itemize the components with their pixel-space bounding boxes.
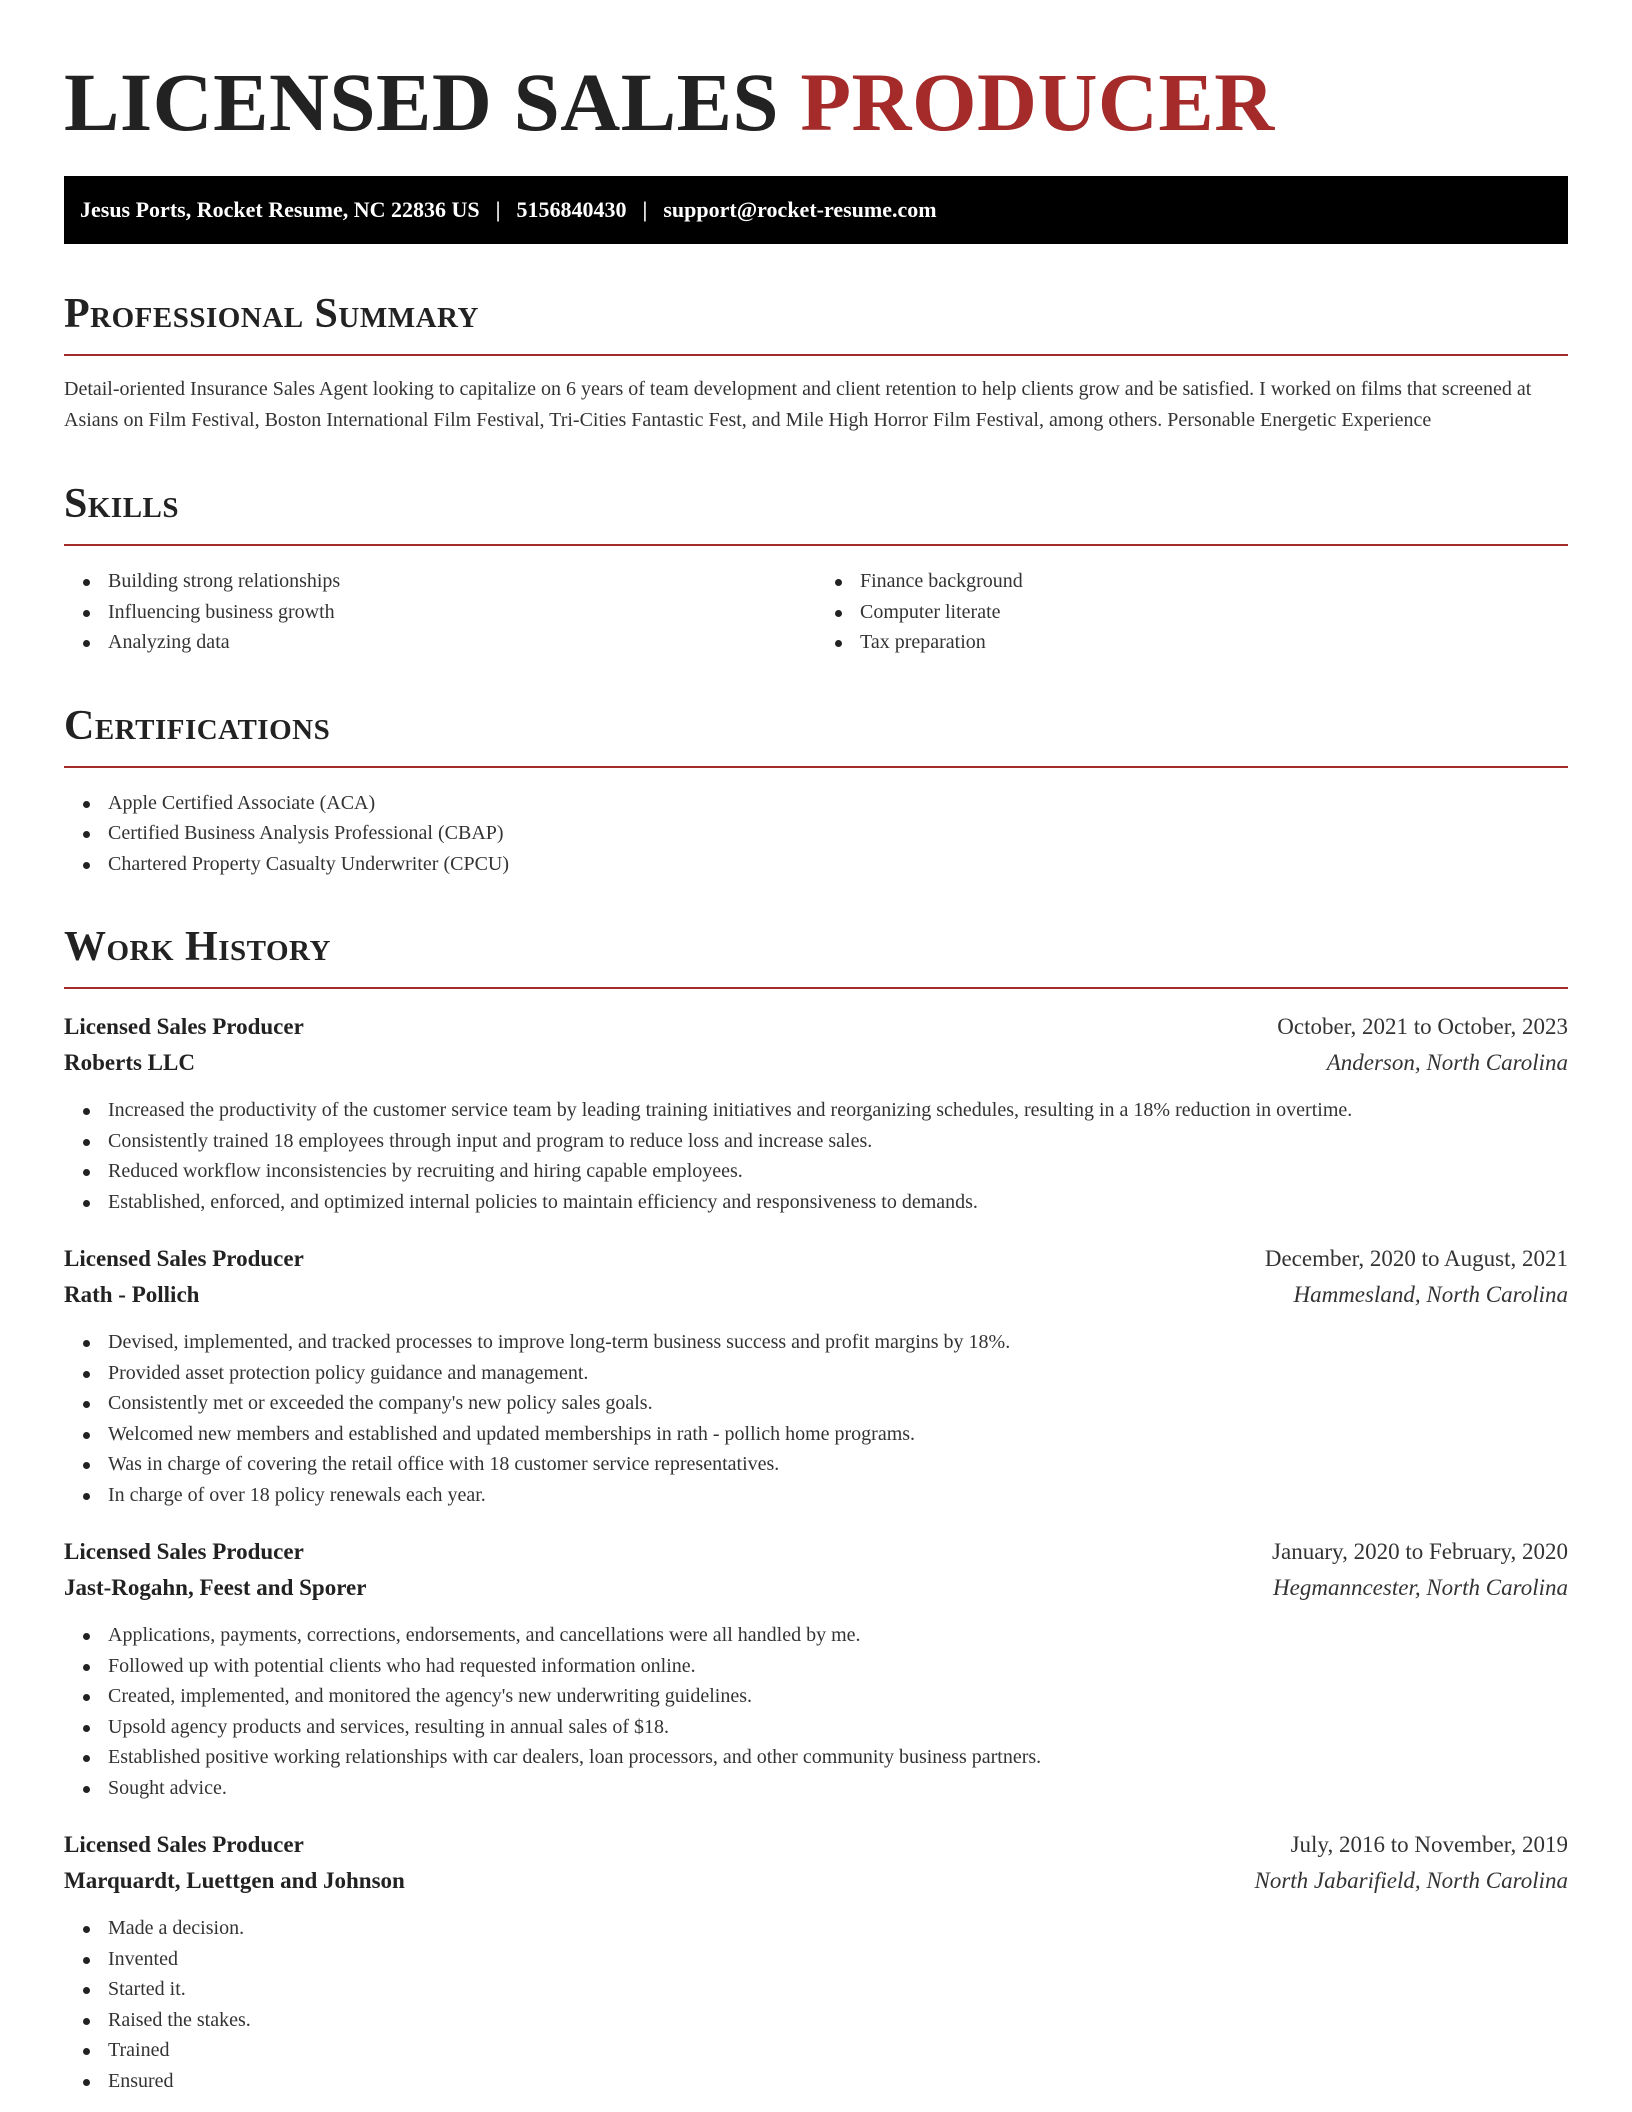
skill-item: Building strong relationships <box>64 566 816 597</box>
job-bullets <box>64 1095 1568 1217</box>
job-company: Rath - Pollich <box>64 1282 200 1307</box>
skills-list-left <box>64 566 816 658</box>
job-dates: October, 2021 to October, 2023 <box>1277 1014 1568 1039</box>
job-bullet: In charge of over 18 policy renewals each year. <box>64 1480 1568 1511</box>
contact-separator: | <box>642 197 648 222</box>
section-title: Professional Summary <box>64 291 479 337</box>
contact-address: Jesus Ports, Rocket Resume, NC 22836 US <box>80 197 480 222</box>
job-title: Licensed Sales Producer <box>64 1246 304 1271</box>
job-entry <box>64 1534 1568 1803</box>
job-header-row <box>64 1534 1568 1570</box>
job-bullet: Applications, payments, corrections, endorsements, and cancellations were all handled by me. <box>64 1620 1568 1651</box>
contact-phone: 5156840430 <box>516 197 627 222</box>
name-first-part: LICENSED SALES <box>64 56 780 148</box>
job-bullets <box>64 1620 1568 1803</box>
section-title: Work History <box>64 924 331 970</box>
job-header-row <box>64 1827 1568 1863</box>
skills-list-right <box>816 566 1568 658</box>
certifications-list <box>64 788 1568 880</box>
job-dates: January, 2020 to February, 2020 <box>1272 1539 1568 1564</box>
job-title: Licensed Sales Producer <box>64 1832 304 1857</box>
job-bullet: Established positive working relationships with car dealers, loan processors, and other community business partners. <box>64 1742 1568 1773</box>
job-header-row <box>64 1009 1568 1045</box>
job-bullet: Upsold agency products and services, resulting in annual sales of $18. <box>64 1712 1568 1743</box>
job-bullet: Devised, implemented, and tracked processes to improve long-term business success and profit margins by 18%. <box>64 1327 1568 1358</box>
job-title: Licensed Sales Producer <box>64 1539 304 1564</box>
job-bullet: Provided asset protection policy guidance and management. <box>64 1358 1568 1389</box>
job-bullet: Consistently trained 18 employees through input and program to reduce loss and increase sales. <box>64 1126 1568 1157</box>
job-bullet: Created, implemented, and monitored the agency's new underwriting guidelines. <box>64 1681 1568 1712</box>
section-divider <box>64 987 1568 989</box>
job-company-row <box>64 1277 1568 1313</box>
job-entry <box>64 1241 1568 1510</box>
skills-grid <box>64 546 1568 658</box>
section-title: Skills <box>64 481 180 527</box>
summary-text: Detail-oriented Insurance Sales Agent looking to capitalize on 6 years of team development and client retention to help clients grow and be satisfied. I worked on films that screened at Asians on Film Festival, Boston International Film Festival, Tri-Cities Fantastic Fest, and Mile High Horror Film Festival, among others. Personable Energetic Experience <box>64 378 1532 431</box>
job-bullet: Started it. <box>64 1974 1568 2005</box>
job-bullet: Consistently met or exceeded the company's new policy sales goals. <box>64 1388 1568 1419</box>
skill-item: Computer literate <box>816 597 1568 628</box>
work-history-section <box>64 923 1568 2096</box>
job-entry <box>64 1827 1568 2096</box>
resume-name <box>64 52 1568 152</box>
job-bullet: Reduced workflow inconsistencies by recruiting and hiring capable employees. <box>64 1156 1568 1187</box>
summary-section <box>64 290 1568 436</box>
job-company-row <box>64 1863 1568 1899</box>
section-divider <box>64 354 1568 356</box>
certification-item: Certified Business Analysis Professional (CBAP) <box>64 818 1568 849</box>
job-company: Marquardt, Luettgen and Johnson <box>64 1868 405 1893</box>
job-entry <box>64 1009 1568 1217</box>
contact-bar <box>64 176 1568 244</box>
job-location: Hegmanncester, North Carolina <box>1273 1575 1568 1600</box>
skill-item: Influencing business growth <box>64 597 816 628</box>
contact-separator: | <box>495 197 501 222</box>
job-location: Hammesland, North Carolina <box>1293 1282 1568 1307</box>
job-location: North Jabarifield, North Carolina <box>1254 1868 1568 1893</box>
job-bullet: Increased the productivity of the customer service team by leading training initiatives and reorganizing schedules, resulting in a 18% reduction in overtime. <box>64 1095 1568 1126</box>
job-bullet: Welcomed new members and established and updated memberships in rath - pollich home programs. <box>64 1419 1568 1450</box>
job-bullet: Followed up with potential clients who had requested information online. <box>64 1651 1568 1682</box>
job-bullets <box>64 1327 1568 1510</box>
job-company: Jast-Rogahn, Feest and Sporer <box>64 1575 367 1600</box>
job-bullet: Sought advice. <box>64 1773 1568 1804</box>
job-bullet: Made a decision. <box>64 1913 1568 1944</box>
section-divider <box>64 766 1568 768</box>
skills-section <box>64 480 1568 658</box>
certification-item: Chartered Property Casualty Underwriter (CPCU) <box>64 849 1568 880</box>
job-bullet: Invented <box>64 1944 1568 1975</box>
skill-item: Analyzing data <box>64 627 816 658</box>
job-dates: July, 2016 to November, 2019 <box>1290 1832 1568 1857</box>
job-company-row <box>64 1570 1568 1606</box>
job-company-row <box>64 1045 1568 1081</box>
job-company: Roberts LLC <box>64 1050 195 1075</box>
job-header-row <box>64 1241 1568 1277</box>
contact-email[interactable]: support@rocket-resume.com <box>663 197 937 222</box>
job-bullet: Trained <box>64 2035 1568 2066</box>
section-title: Certifications <box>64 702 331 749</box>
job-dates: December, 2020 to August, 2021 <box>1264 1246 1568 1271</box>
job-location: Anderson, North Carolina <box>1326 1050 1568 1075</box>
job-bullet: Ensured <box>64 2066 1568 2097</box>
certification-item: Apple Certified Associate (ACA) <box>64 788 1568 819</box>
skill-item: Tax preparation <box>816 627 1568 658</box>
job-bullets <box>64 1913 1568 2096</box>
skill-item: Finance background <box>816 566 1568 597</box>
name-last-part: PRODUCER <box>800 56 1275 148</box>
job-bullet: Was in charge of covering the retail office with 18 customer service representatives. <box>64 1449 1568 1480</box>
job-bullet: Raised the stakes. <box>64 2005 1568 2036</box>
job-bullet: Established, enforced, and optimized internal policies to maintain efficiency and responsiveness to demands. <box>64 1187 1568 1218</box>
job-title: Licensed Sales Producer <box>64 1014 304 1039</box>
certifications-section <box>64 702 1568 880</box>
